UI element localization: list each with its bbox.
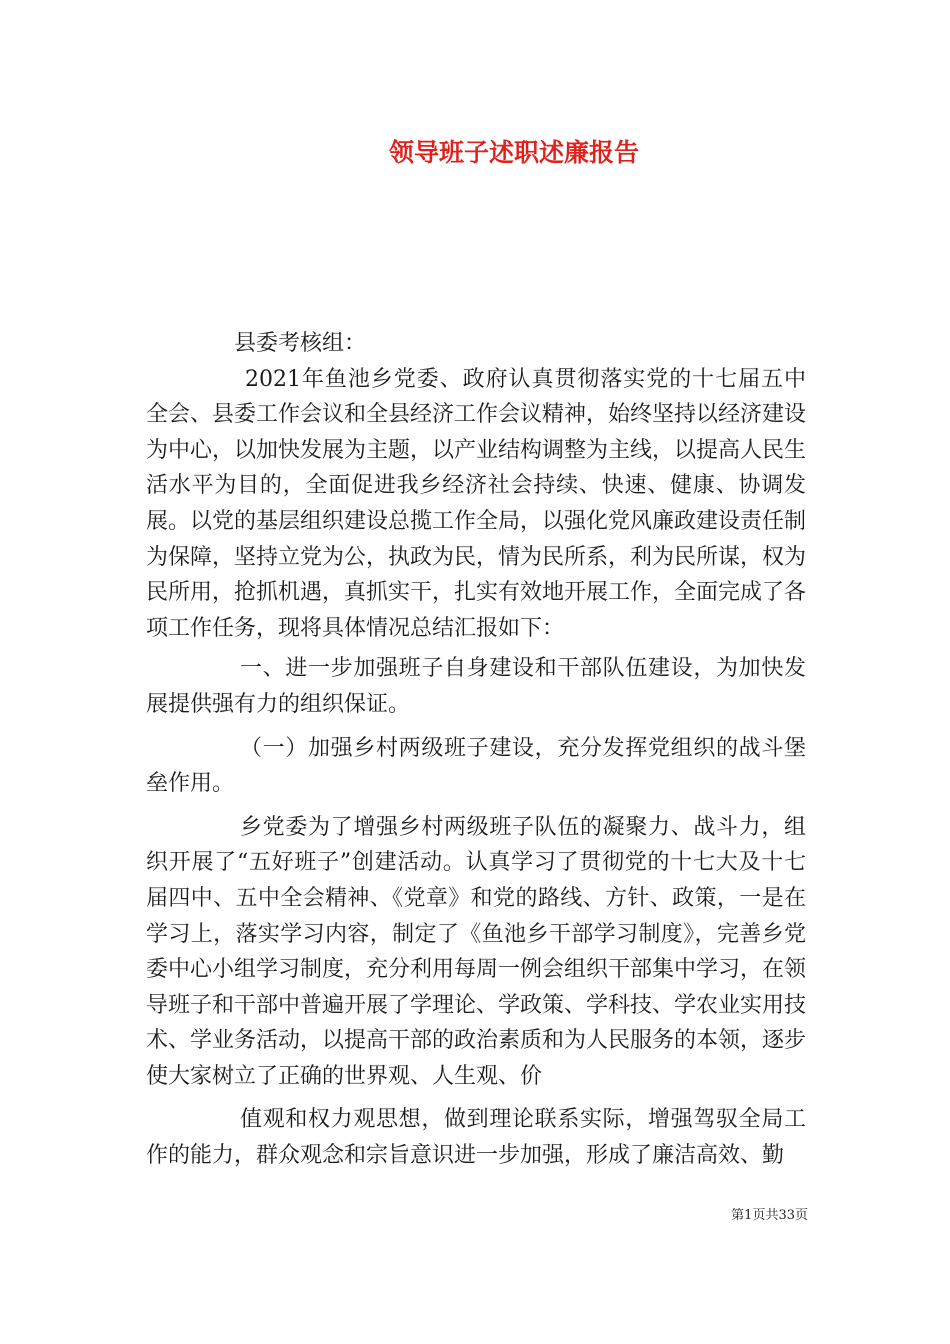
page-number: 第1页共33页 [731,1208,808,1223]
section-heading-1: 一、进一步加强班子自身建设和干部队伍建设，为加快发展提供强有力的组织保证。 [146,656,806,717]
subsection-heading-1: （一）加强乡村两级班子建设，充分发挥党组织的战斗堡垒作用。 [146,735,806,797]
salutation: 县委考核组： [234,331,367,356]
paragraph-body-2: 值观和权力观思想，做到理论联系实际，增强驾驭全局工作的能力，群众观念和宗旨意识进一步加强，形成了廉洁高效、勤 [146,1107,806,1169]
document-title: 领导班子述职述廉报告 [388,138,639,167]
paragraph-intro: 2021年鱼池乡党委、政府认真贯彻落实党的十七届五中全会、县委工作会议和全县经济工作会议精神，始终坚持以经济建设为中心，以加快发展为主题，以产业结构调整为主线，以提高人民生活水平为目的，全面促进我乡经济社会持续、快速、健康、协调发展。以党的基层组织建设总揽工作全局，以强化党风廉政建设责任制为保障，坚持立党为公，执政为民，情为民所系，利为民所谋，权为民所用，抢抓机遇，真抓实干，扎实有效地开展工作，全面完成了各项工作任务，现将具体情况总结汇报如下： [146,366,807,641]
document-body [146,326,806,1174]
paragraph-body-1: 乡党委为了增强乡村两级班子队伍的凝聚力、战斗力，组织开展了“五好班子”创建活动。认真学习了贯彻党的十七大及十七届四中、五中全会精神、《党章》和党的路线、方针、政策，一是在学习上，落实学习内容，制定了《鱼池乡干部学习制度》，完善乡党委中心小组学习制度，充分利用每周一例会组织干部集中学习，在领导班子和干部中普遍开展了学理论、学政策、学科技、学农业实用技术、学业务活动，以提高干部的政治素质和为人民服务的本领，逐步使大家树立了正确的世界观、人生观、价 [146,814,807,1089]
